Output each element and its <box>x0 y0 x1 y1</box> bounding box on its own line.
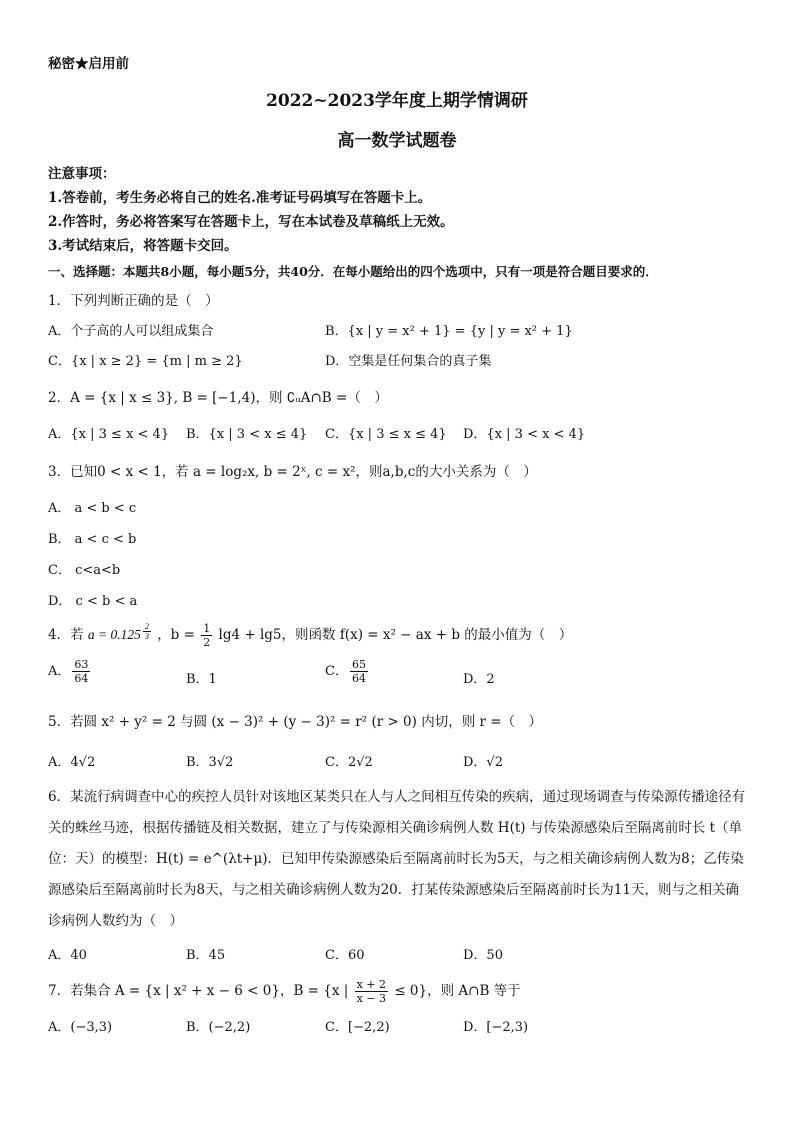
q4-option-d: D．2 <box>463 672 495 687</box>
q4-half-num: 1 <box>203 622 211 636</box>
q7-post: ≤ 0}，则 A∩B 等于 <box>394 983 521 999</box>
q6-option-b: B．45 <box>186 948 226 963</box>
q7-option-b: B．(−2,2) <box>186 1020 251 1035</box>
note-item-1: 1.答卷前，考生务必将自己的姓名.准考证号码填写在答题卡上。 <box>48 190 432 206</box>
q4-option-c-num: 65 <box>351 658 366 671</box>
note-item-2: 2.作答时，务必将答案写在答题卡上，写在本试卷及草稿纸上无效。 <box>48 214 454 230</box>
q1-option-b: B．{x | y = x² + 1} = {y | y = x² + 1} <box>325 324 573 339</box>
question-1-stem: 1．下列判断正确的是（ ） <box>48 293 219 309</box>
q6-option-a: A．40 <box>48 948 87 963</box>
q4-a-exp-den: 3 <box>144 632 149 641</box>
question-4-stem <box>48 622 572 649</box>
q4-option-c <box>325 658 370 685</box>
q2-option-b: B．{x | 3 < x ≤ 4} <box>186 427 308 442</box>
q4-a-exp-num: 2 <box>144 622 149 631</box>
q2-option-a: A．{x | 3 ≤ x < 4} <box>48 427 170 442</box>
q4-option-a-fraction <box>72 658 90 685</box>
q4-option-c-fraction <box>350 658 368 685</box>
note-item-3: 3.考试结束后，将答题卡交回。 <box>48 238 238 254</box>
question-5-stem: 5．若圆 x² + y² = 2 与圆 (x − 3)² + (y − 3)² = r² (r > 0) 内切，则 r =（ ） <box>48 714 543 730</box>
q4-post: lg4 + lg5，则函数 f(x) = x² − ax + b 的最小值为（ ） <box>218 627 573 644</box>
exam-title: 2022~2023学年度上期学情调研 <box>266 91 528 111</box>
q4-option-a <box>48 658 92 685</box>
q4-option-a-label: A． <box>48 664 71 679</box>
q4-a-base: a = 0.125 <box>87 627 141 643</box>
q7-option-c: C．[−2,2) <box>325 1020 390 1035</box>
q4-option-a-num: 63 <box>74 658 89 671</box>
q4-a-exponent <box>143 622 151 641</box>
q7-frac-num: x + 2 <box>356 978 387 991</box>
q5-option-c: C．2√2 <box>325 755 373 770</box>
q4-half-fraction <box>201 622 212 649</box>
q1-option-d: D．空集是任何集合的真子集 <box>325 354 492 369</box>
q4-prefix: 4．若 <box>48 627 84 644</box>
question-3-stem: 3．已知0 < x < 1，若 a = log₂x, b = 2ˣ, c = x²，则a,b,c的大小关系为（ ） <box>48 464 537 480</box>
q3-option-a: A． a < b < c <box>48 501 137 516</box>
question-6-text: 6．某流行病调查中心的疾控人员针对该地区某类只在人与人之间相互传染的疾病，通过现场调查与传染源传播途径有关的蛛丝马迹，根据传播链及相关数据，建立了与传染源相关确诊病例人数 H(t) 与传染源感染后至隔离前时长 t（单位：天）的模型：H(t) = e^(λt+μ)．已知甲传染源感染后至隔离前时长为5天，与之相关确诊病例人数为8；乙传染源感染后至隔离前时长为8天，与之相关确诊病例人数为20．打某传染源感染后至隔离前时长为11天，则与之相关确诊病例人数约为（ ） <box>48 789 746 929</box>
q4-option-a-den: 64 <box>74 672 89 685</box>
q3-option-c: C． c<a<b <box>48 563 121 578</box>
question-7-stem <box>48 978 521 1005</box>
q4-mid: ，b = <box>157 627 195 644</box>
q1-option-a: A．个子高的人可以组成集合 <box>48 324 214 339</box>
q7-frac-den: x − 3 <box>356 992 387 1005</box>
q2-option-c: C．{x | 3 ≤ x ≤ 4} <box>325 427 447 442</box>
q7-prefix: 7．若集合 A = {x | x² + x − 6 < 0}，B = {x | <box>48 983 349 999</box>
q4-option-c-label: C． <box>325 664 348 679</box>
q6-option-d: D．50 <box>463 948 503 963</box>
q7-fraction <box>355 978 388 1005</box>
q4-half-den: 2 <box>203 636 211 650</box>
q3-option-b: B． a < c < b <box>48 532 137 547</box>
q2-option-d: D．{x | 3 < x < 4} <box>463 427 586 442</box>
q5-option-b: B．3√2 <box>186 755 234 770</box>
q3-option-d: D． c < b < a <box>48 594 138 609</box>
q4-option-c-den: 64 <box>351 672 366 685</box>
q6-option-c: C．60 <box>325 948 365 963</box>
q7-option-a: A．(−3,3) <box>48 1020 113 1035</box>
secret-label: 秘密★启用前 <box>48 56 129 72</box>
q1-option-c: C．{x | x ≥ 2} = {m | m ≥ 2} <box>48 354 243 369</box>
q4-option-b: B．1 <box>186 672 217 687</box>
notes-heading: 注意事项： <box>48 166 116 182</box>
q4-a-expression <box>87 622 153 643</box>
q5-option-a: A．4√2 <box>48 755 96 770</box>
exam-subtitle: 高一数学试题卷 <box>337 131 457 151</box>
q5-option-d: D．√2 <box>463 755 503 770</box>
q7-option-d: D．[−2,3) <box>463 1020 529 1035</box>
question-2-stem: 2．A = {x | x ≤ 3}, B = [−1,4)，则 ∁ᵤA∩B =（ ） <box>48 390 388 406</box>
section-heading: 一、选择题：本题共8小题，每小题5分，共40分．在每小题给出的四个选项中，只有一项是符合题目要求的． <box>48 264 658 279</box>
